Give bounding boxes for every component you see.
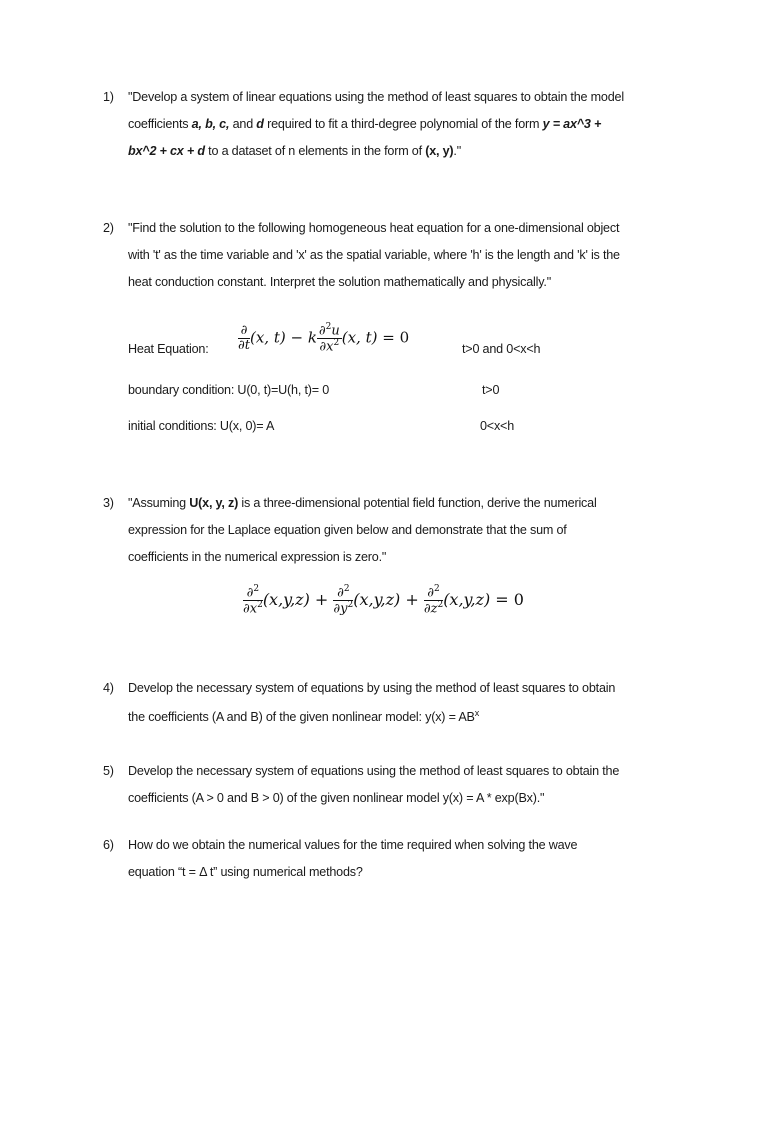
question-number: 2) — [103, 221, 114, 235]
heat-equation-condition: t>0 and 0<x<h — [462, 342, 541, 356]
boundary-condition-domain: t>0 — [482, 383, 500, 397]
question-number: 5) — [103, 764, 114, 778]
initial-condition: initial conditions: U(x, 0)= A — [128, 419, 275, 433]
heat-equation-label: Heat Equation: — [128, 342, 209, 356]
question-text-line: Develop the necessary system of equations using the method of least squares to obtain the — [128, 764, 620, 778]
question-text-line: with 't' as the time variable and 'x' as the spatial variable, where 'h' is the length and 'k' is the — [128, 248, 620, 262]
question-text-line: "Develop a system of linear equations using the method of least squares to obtain the model — [128, 90, 624, 104]
question-number: 1) — [103, 90, 114, 104]
heat-equation-formula: $\frac{\partial}{\partial t}$ (x, t) − k $\frac{\partial^2u}{\partial x^2}$ (x, t) = 0 — [238, 322, 410, 355]
question-number: 3) — [103, 496, 114, 510]
question-text-line: coefficients a, b, c, and d required to fit a third-degree polynomial of the form y = ax^3 + — [128, 117, 602, 131]
question-text-line: the coefficients (A and B) of the given nonlinear model: $y(x) = AB^x$ — [128, 708, 480, 725]
laplace-equation-formula: $\frac{\partial^2}{\partial x^2}$ (x,y,z) + $\frac{\partial^2}{\partial y^2}$ (x,y,z) + $\frac{\partial^2}{\partial z^2}$ (x,y,z) = 0 — [243, 584, 524, 617]
question-text-line: heat conduction constant. Interpret the solution mathematically and physically." — [128, 275, 551, 289]
question-text-line: expression for the Laplace equation given below and demonstrate that the sum of — [128, 523, 567, 537]
question-text-line: Develop the necessary system of equations by using the method of least squares to obtain — [128, 681, 616, 695]
question-text-line: equation “t = Δ t” using numerical methods? — [128, 865, 363, 879]
question-text-line: "Assuming U(x, y, z) is a three-dimensional potential field function, derive the numerical — [128, 496, 597, 510]
question-number: 4) — [103, 681, 114, 695]
initial-condition-domain: 0<x<h — [480, 419, 515, 433]
question-text-line: "Find the solution to the following homogeneous heat equation for a one-dimensional object — [128, 221, 620, 235]
question-text-line: coefficients (A > 0 and B > 0) of the given nonlinear model y(x) = A * exp(Bx)." — [128, 791, 545, 805]
question-text-line: coefficients in the numerical expression is zero." — [128, 550, 387, 564]
question-text-line: bx^2 + cx + d to a dataset of n elements in the form of (x, y)." — [128, 144, 461, 158]
boundary-condition: boundary condition: U(0, t)=U(h, t)= 0 — [128, 383, 330, 397]
question-text-line: How do we obtain the numerical values for the time required when solving the wave — [128, 838, 578, 852]
question-number: 6) — [103, 838, 114, 852]
